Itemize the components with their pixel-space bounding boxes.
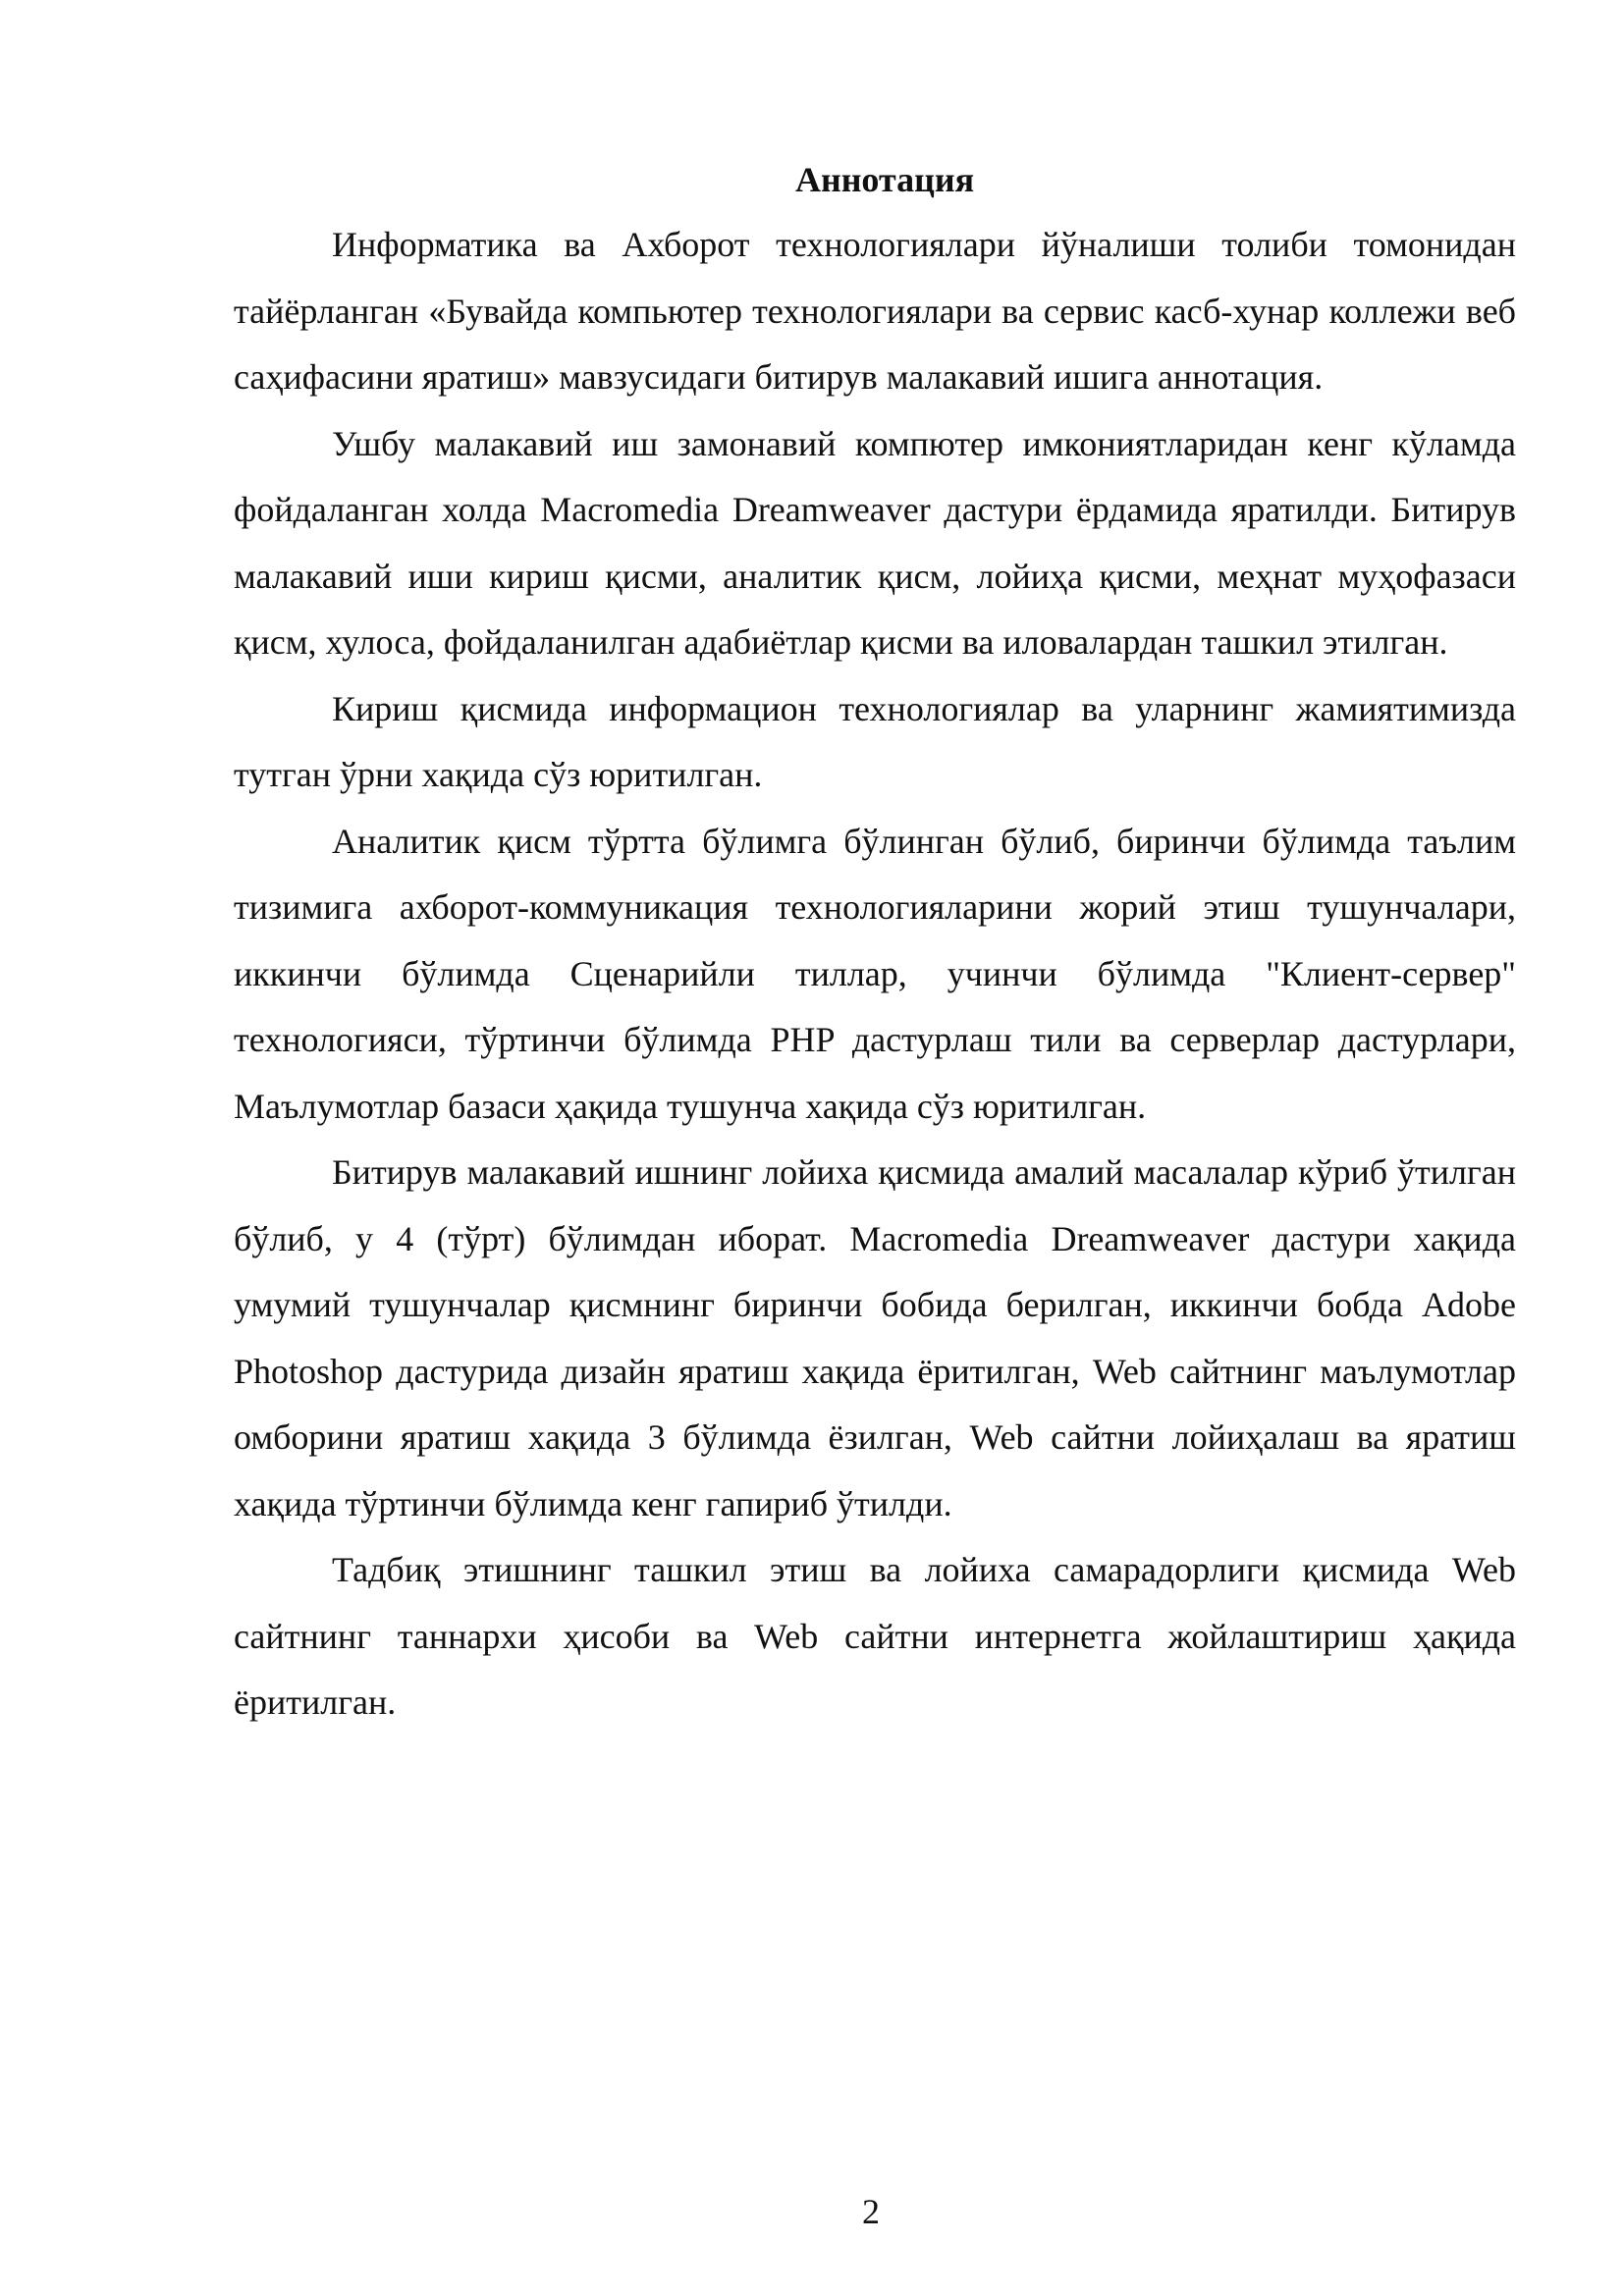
paragraph-analytical-section: Аналитик қисм тўртта бўлимга бўлинган бўлиб, биринчи бўлимда таълим тизимига ахборот-коммуникация технологияларини жорий этиш тушунчалари, иккинчи бўлимда Сценарийли тиллар, учинчи бўлимда "Клиент-сервер" технологияси, тўртинчи бўлимда PHP дастурлаш тили ва серверлар дастурлари, Маълумотлар базаси ҳақида тушунча хақида сўз юритилган. bbox=[234, 821, 1516, 1126]
paragraph-introduction-section: Кириш қисмида информацион технологиялар ва уларнинг жамиятимизда тутган ўрни хақида сўз юритилган. bbox=[234, 688, 1516, 794]
page-title: Аннотация bbox=[794, 160, 975, 199]
page-number: 2 bbox=[862, 2192, 880, 2231]
page-content bbox=[234, 147, 1516, 1736]
paragraph-project-section: Битирув малакавий ишнинг лойиха қисмида амалий масалалар кўриб ўтилган бўлиб, у 4 (тўрт) бўлимдан иборат. Macromedia Dreamweaver дастури хақида умумий тушунчалар қисмнинг биринчи бобида берилган, иккинчи бобда Adobe Photoshop дастурида дизайн яратиш хақида ёритилган, Web сайтнинг маълумотлар омборини яратиш хақида 3 бўлимда ёзилган, Web сайтни лойиҳалаш ва яратиш хақида тўртинчи бўлимда кенг гапириб ўтилди. bbox=[234, 1152, 1516, 1523]
paragraph-implementation-section: Тадбиқ этишнинг ташкил этиш ва лойиха самарадорлиги қисмида Web сайтнинг таннархи ҳисоби ва Web сайтни интернетга жойлаштириш ҳақида ёритилган. bbox=[234, 1550, 1516, 1722]
paragraph-work-overview: Ушбу малакавий иш замонавий компютер имкониятларидан кенг кўламда фойдаланган холда Macromedia Dreamweaver дастури ёрдамида яратилди. Битирув малакавий иши кириш қисми, аналитик қисм, лойиҳа қисми, меҳнат муҳофазаси қисм, хулоса, фойдаланилган адабиётлар қисми ва иловалардан ташкил этилган. bbox=[234, 423, 1516, 662]
paragraph-intro: Информатика ва Ахборот технологиялари йўналиши толиби томонидан тайёрланган «Бувайда компьютер технологиялари ва сервис касб-хунар коллежи веб саҳифасини яратиш» мавзусидаги битирув малакавий ишига аннотация. bbox=[234, 225, 1516, 397]
